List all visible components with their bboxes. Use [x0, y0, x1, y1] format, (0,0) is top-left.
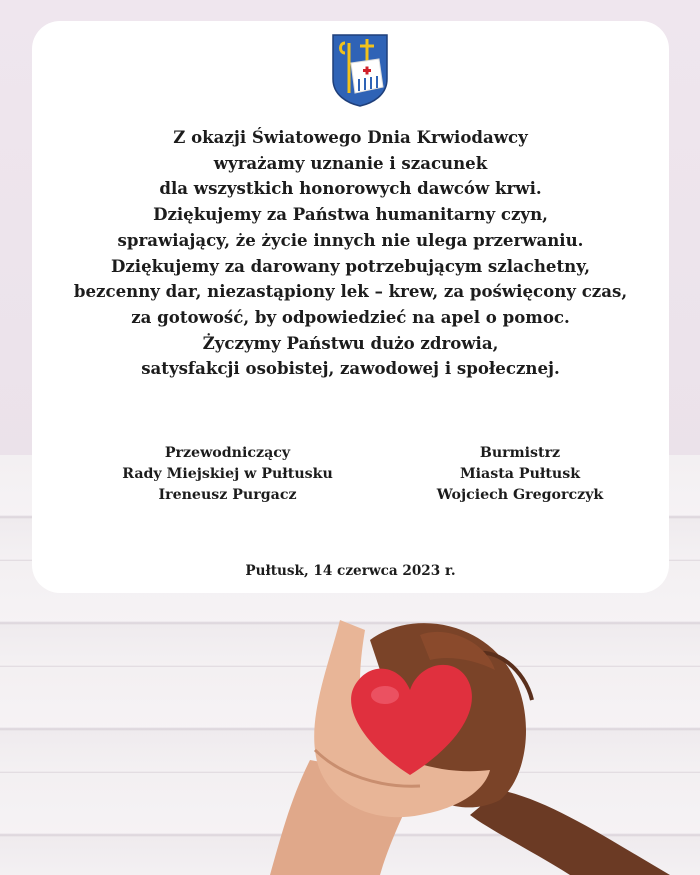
signature-mayor	[400, 443, 640, 506]
message-line: satysfakcji osobistej, zawodowej i społecznej.	[141, 358, 560, 379]
message-line: Dziękujemy za Państwa humanitarny czyn,	[153, 204, 548, 225]
message-line: Dziękujemy za darowany potrzebującym szlachetny,	[110, 255, 591, 276]
signature-person: Ireneusz Purgacz	[158, 487, 297, 503]
greeting-message	[32, 125, 669, 382]
signature-office: Miasta Pułtusk	[459, 466, 581, 482]
message-line: bezcenny dar, niezastąpiony lek – krew, za poświęcony czas,	[73, 281, 628, 302]
signature-office: Rady Miejskiej w Pułtusku	[122, 466, 333, 482]
signature-council-chairman	[110, 443, 345, 506]
message-line: dla wszystkich honorowych dawców krwi.	[159, 178, 542, 199]
message-line: za gotowość, by odpowiedzieć na apel o pomoc.	[131, 306, 570, 327]
message-line: Życzymy Państwu dużo zdrowia,	[202, 332, 499, 353]
message-line: wyrażamy uznanie i szacunek	[213, 152, 488, 173]
signature-title: Burmistrz	[479, 445, 561, 461]
message-line: sprawiający, że życie innych nie ulega przerwaniu.	[117, 229, 584, 250]
coat-of-arms-icon	[331, 33, 389, 107]
place-date: Pułtusk, 14 czerwca 2023 r.	[245, 563, 456, 579]
hands-holding-heart-image	[270, 600, 700, 875]
signature-title: Przewodniczący	[164, 445, 291, 461]
message-line: Z okazji Światowego Dnia Krwiodawcy	[173, 127, 528, 147]
signature-person: Wojciech Gregorczyk	[436, 487, 604, 503]
